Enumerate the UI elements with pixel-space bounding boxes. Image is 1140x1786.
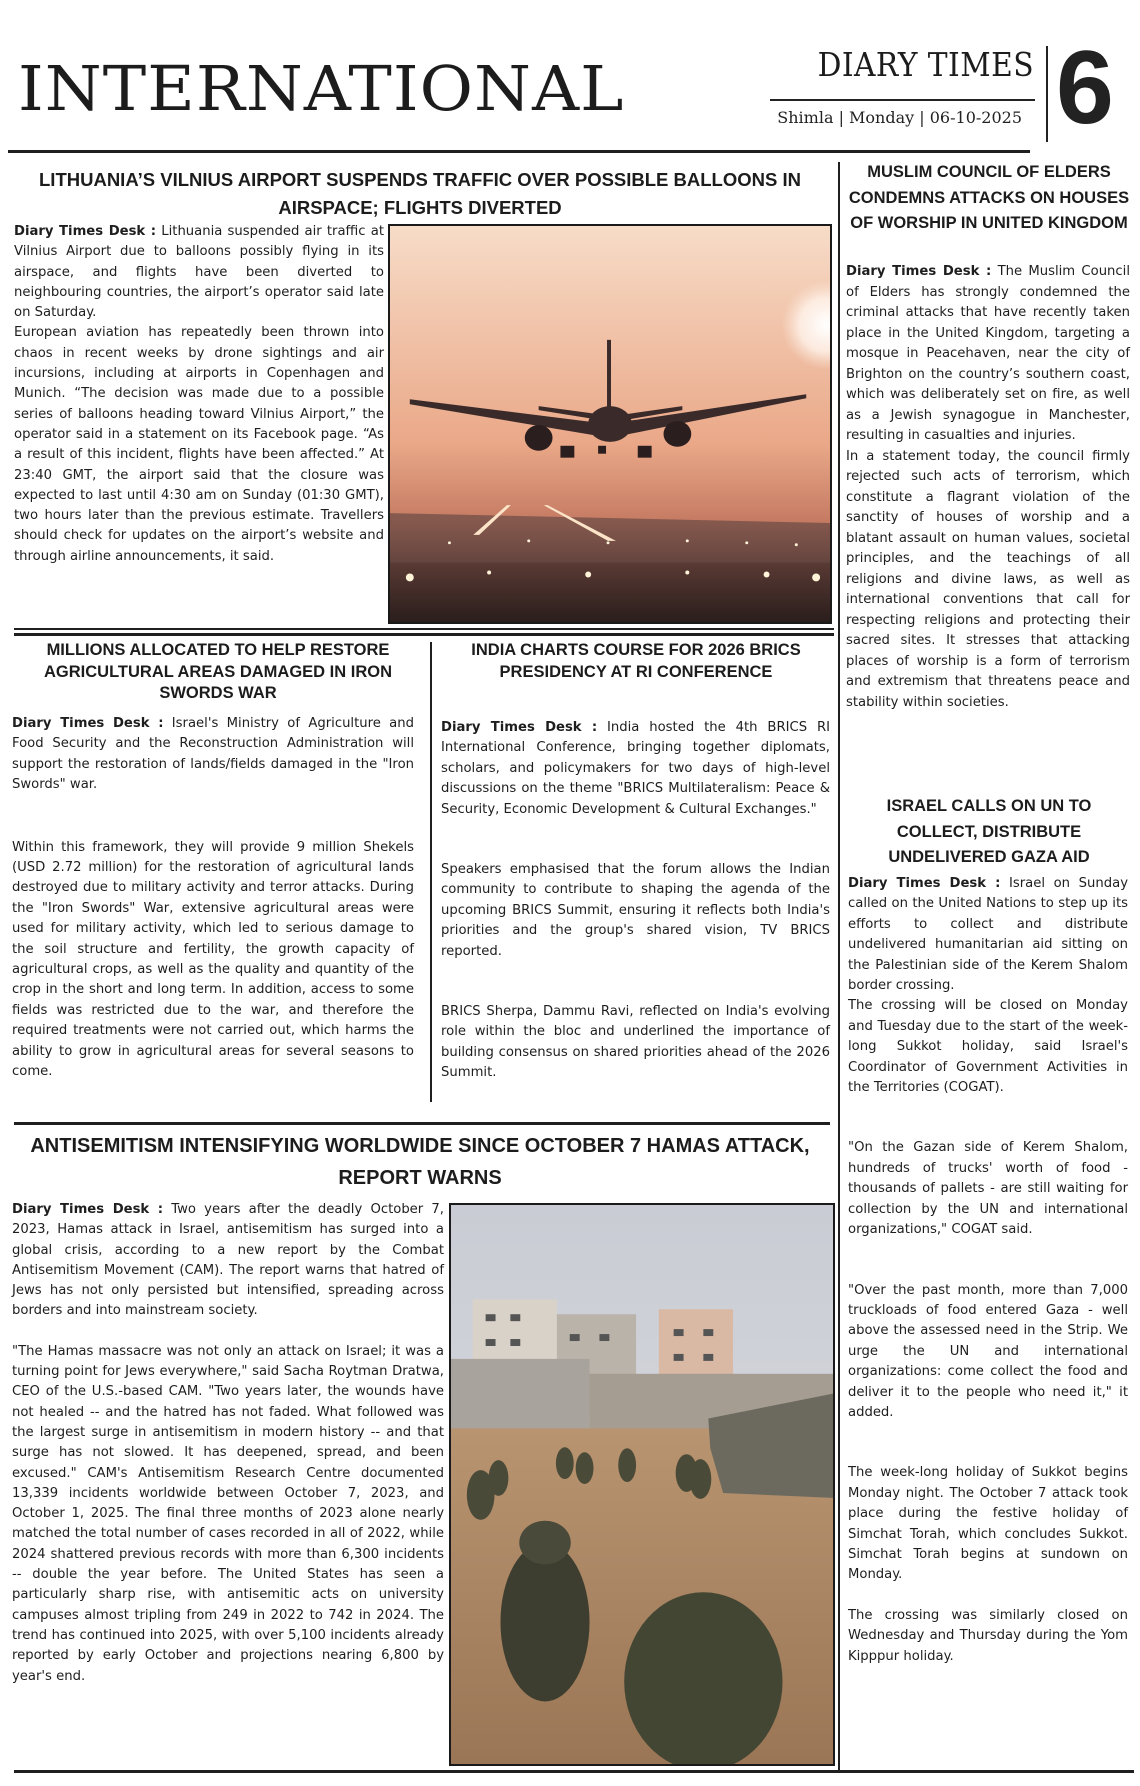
article-headline-brics: INDIA CHARTS COURSE FOR 2026 BRICS PRESIDENCY AT RI CONFERENCE bbox=[471, 641, 801, 681]
article-body-antisemitism: Diary Times Desk : Two years after the deadly October 7, 2023, Hamas attack in Israel, antisemitism has surged into a global crisis, according to a new report by the Combat Antisemitism Movement (CAM). The report warns that hatred of Jews has not only persisted but intensified, spreading across borders and into mainstream society. "The Hamas massacre was not only an attack on Israel; it was a turning point for Jews everywhere," said Sacha Roytman Dratwa, CEO of the U.S.-based CAM. "Two years later, the wounds have not healed -- and the hatred has not faded. What followed was the largest surge in antisemitism in modern history -- and that surge has not slowed. It has deepened, spread, and been excused." CAM's Antisemitism Research Centre documented 13,339 incidents worldwide between October 7, 2023, and October 1, 2025. The final three months of 2023 alone nearly matched the total number of cases recorded in all of 2022, while 2024 shattered previous records with more than 6,300 incidents -- double the year before. The United States has seen a particularly sharp rise, with antisemitic acts on university campuses almost tripling from 249 in 2022 to 742 in 2024. The trend has continued into 2025, with over 5,100 incidents already reported by early October and projections nearing 6,800 by year's end. bbox=[12, 1202, 444, 1684]
desk-label: Diary Times Desk : bbox=[12, 1202, 164, 1217]
soldiers-gaza-image bbox=[451, 1205, 833, 1764]
masthead-divider bbox=[1046, 46, 1048, 142]
brand-underline bbox=[770, 99, 1035, 101]
article-headline-muslim-council: MUSLIM COUNCIL OF ELDERS CONDEMNS ATTACKS ON HOUSES OF WORSHIP IN UNITED KINGDOM bbox=[848, 163, 1130, 232]
section-rule-1 bbox=[14, 628, 834, 630]
article-headline-agriculture: MILLIONS ALLOCATED TO HELP RESTORE AGRICULTURAL AREAS DAMAGED IN IRON SWORDS WAR bbox=[43, 641, 393, 702]
desk-label: Diary Times Desk : bbox=[846, 264, 992, 279]
middle-column-divider bbox=[430, 642, 432, 1102]
masthead-rule bbox=[8, 150, 1030, 153]
section-rule-1b bbox=[14, 633, 834, 636]
article-body-muslim-council: Diary Times Desk : The Muslim Council of Elders has strongly condemned the criminal attacks that have recently taken place in the United Kingdom, targeting a mosque in Peacehaven, near the city of Brighton on the country’s southern coast, which was deliberately set on fire, as well as a Jewish synagogue in Manchester, resulting in casualties and injuries. In a statement today, the council firmly rejected such acts of terrorism, which constitute a flagrant violation of the sanctity of houses of worship and a blatant assault on human values, societal principles, and the teachings of all religions and divine laws, as well as international conventions that call for respecting religions and protecting their sacred sites. It stresses that attacking places of worship is a form of terrorism and extremism that threatens peace and stability within societies. bbox=[846, 264, 1130, 710]
brand-name: DIARY TIMES bbox=[817, 45, 1034, 84]
airplane-landing-image bbox=[390, 226, 830, 622]
article-body-gaza-aid: Diary Times Desk : Israel on Sunday called on the United Nations to step up its efforts to collect and distribute undelivered humanitarian aid sitting on the Palestinian side of the Kerem Shalom border crossing. The crossing will be closed on Monday and Tuesday due to the start of the week-long Sukkot holiday, said Israel's Coordinator of Government Activities in the Territories (COGAT). "On the Gazan side of Kerem Shalom, hundreds of trucks' worth of food - thousands of pallets - are still waiting for collection by the UN and international organizations," COGAT said. "Over the past month, more than 7,000 truckloads of food entered Gaza - well above the assessed need in the Strip. We urge the UN and international organizations: come collect the food and deliver it to the people who need it," it added. The week-long holiday of Sukkot begins Monday night. The October 7 attack took place during the festive holiday of Simchat Torah, which concludes Sukkot. Simchat Torah begins at sundown on Monday. The crossing was similarly closed on Wednesday and Thursday during the Yom Kipppur holiday. bbox=[848, 876, 1128, 1664]
page-number: 6 bbox=[1056, 30, 1114, 146]
article-body-vilnius: Diary Times Desk : Lithuania suspended air traffic at Vilnius Airport due to balloons possibly flying in its airspace, and flights have been diverted to neighbouring countries, the airport’s operator said late on Saturday. European aviation has repeatedly been thrown into chaos in recent weeks by drone sightings and air incursions, including at airports in Copenhagen and Munich. “The decision was made due to a possible series of balloons heading toward Vilnius Airport,” the operator said in a statement on its Facebook page. “As a result of this incident, flights have been affected.” At 23:40 GMT, the airport said that the closure was expected to last until 4:30 am on Sunday (01:30 GMT), two hours later than the previous estimate. Travellers should check for updates on the airport’s website and through airline announcements, it said. bbox=[14, 224, 385, 564]
desk-label: Diary Times Desk : bbox=[14, 224, 157, 239]
article-headline-gaza-aid: ISRAEL CALLS ON UN TO COLLECT, DISTRIBUTE UNDELIVERED GAZA AID bbox=[886, 797, 1092, 866]
airplane-photo bbox=[388, 224, 832, 624]
article-headline-vilnius: LITHUANIA’S VILNIUS AIRPORT SUSPENDS TRAFFIC OVER POSSIBLE BALLOONS IN AIRSPACE; FLIGHTS DIVERTED bbox=[39, 169, 801, 218]
article-body-agriculture: Diary Times Desk : Israel's Ministry of Agriculture and Food Security and the Reconstruction Administration will support the restoration of lands/fields damaged in the "Iron Swords" war. Within this framework, they will provide 9 million Shekels (USD 2.72 million) for the restoration of agricultural lands destroyed due to military activity and terror attacks. During the "Iron Swords" War, extensive agricultural areas were used for military activity, which led to serious damage to the soil structure and fertility, the growth capacity of agricultural crops, as well as the quality and quantity of the crop in the short and long term. In addition, access to some fields was restricted due to the war, and therefore the required treatments were not carried out, which harms the ability to grow in agricultural areas for several seasons to come. bbox=[12, 716, 414, 1080]
article-body-brics: Diary Times Desk : India hosted the 4th BRICS RI International Conference, bringing together diplomats, scholars, and policymakers for two days of high-level discussions on the theme "BRICS Multilateralism: Peace & Security, Economic Development & Cultural Exchanges." Speakers emphasised that the forum allows the Indian community to contribute to shaping the agenda of the upcoming BRICS Summit, ensuring it reflects both India's priorities and the group's shared vision, TV BRICS reported. BRICS Sherpa, Dammu Ravi, reflected on India's evolving role within the bloc and underlined the importance of building consensus on shared priorities ahead of the 2026 Summit. bbox=[441, 720, 831, 1081]
right-column-divider bbox=[838, 162, 840, 1772]
section-title: INTERNATIONAL bbox=[18, 52, 625, 125]
footer-rule bbox=[14, 1770, 1134, 1773]
section-rule-2 bbox=[14, 1122, 830, 1125]
desk-label: Diary Times Desk : bbox=[848, 876, 1001, 891]
desk-label: Diary Times Desk : bbox=[12, 716, 164, 731]
article-headline-antisemitism: ANTISEMITISM INTENSIFYING WORLDWIDE SINCE OCTOBER 7 HAMAS ATTACK, REPORT WARNS bbox=[30, 1135, 810, 1189]
soldiers-photo bbox=[449, 1203, 835, 1766]
dateline: Shimla | Monday | 06-10-2025 bbox=[777, 108, 1022, 127]
desk-label: Diary Times Desk : bbox=[441, 720, 598, 735]
